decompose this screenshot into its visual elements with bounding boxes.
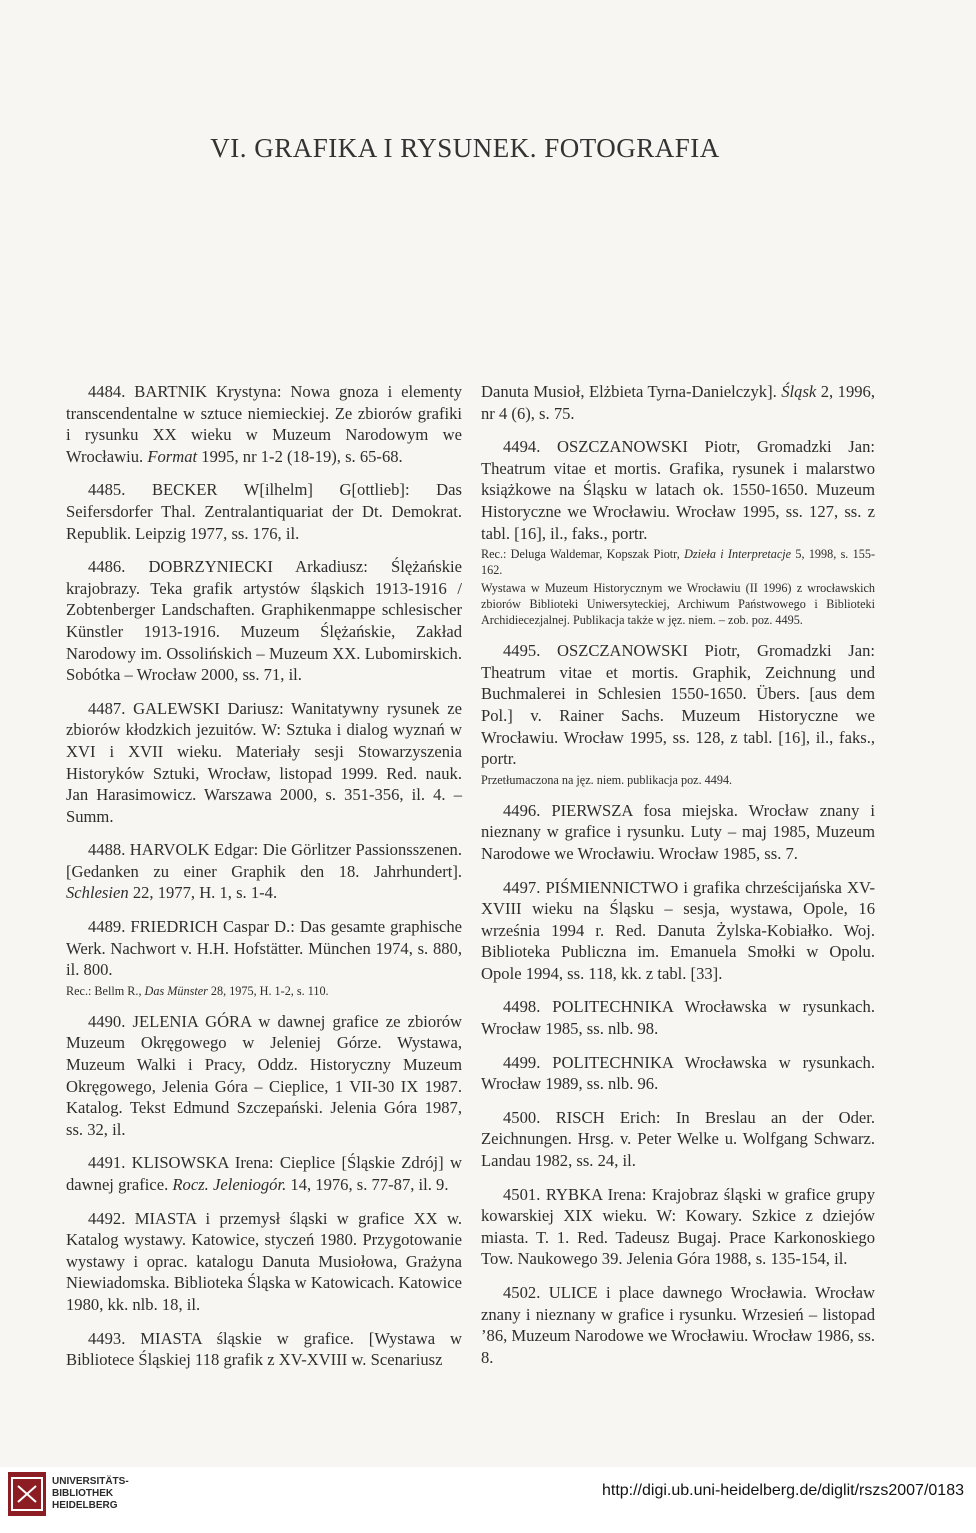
- entry-text: 1995, nr 1-2 (18-19), s. 65-68.: [197, 446, 403, 466]
- bibliography-entry: [66, 1152, 462, 1195]
- entry-journal-title: Das Münster: [144, 983, 208, 998]
- bibliography-entry: [481, 436, 875, 544]
- entry-journal-title: Dzieła i Interpretacje: [684, 547, 792, 562]
- entry-journal-title: Śląsk: [781, 382, 817, 401]
- bibliography-entry: [481, 381, 875, 424]
- entry-text: 4489. FRIEDRICH Caspar D.: Das gesamte graphische Werk. Nachwort v. H.H. Hofstätter. München 1974, s. 880, il. 800.: [66, 917, 462, 980]
- entry-text: 5, 1998, s. 155-162.: [481, 547, 875, 578]
- bibliography-entry: [481, 996, 875, 1039]
- bibliography-note: [66, 983, 462, 999]
- bibliography-entry: [481, 877, 875, 985]
- bibliography-entry: [481, 800, 875, 865]
- library-logo-icon: [8, 1472, 46, 1516]
- entry-text: 4500. RISCH Erich: In Breslau an der Oder. Zeichnungen. Hrsg. v. Peter Welke u. Wolfgang Schwarz. Landau 1982, ss. 24, il.: [481, 1107, 875, 1171]
- entry-text: Rec.: Bellm R.,: [66, 983, 145, 998]
- bibliography-entry: [481, 1107, 875, 1172]
- entry-text: Danuta Musioł, Elżbieta Tyrna-Danielczyk].: [481, 382, 782, 401]
- bibliography-entry: [66, 1011, 462, 1141]
- entry-text: Rec.: Deluga Waldemar, Kopszak Piotr,: [481, 547, 685, 562]
- entry-text: 4495. OSZCZANOWSKI Piotr, Gromadzki Jan: Theatrum vitae et mortis. Graphik, Zeichnung und Buchmalerei in Schlesien 1550-1650. Übers. [aus dem Pol.] v. Rainer Sachs. Muzeum Historyczne we Wrocławiu. Wrocław 1995, ss. 128, z tabl. [16], il., faks., portr.: [481, 641, 875, 769]
- entry-text: 4486. DOBRZYNIECKI Arkadiusz: Ślężańskie krajobrazy. Teka grafik artystów śląskich 1913-1916 / Zobtenberger Landschaften. Graphikenmappe schlesischer Künstler 1913-1916. Muzeum Ślężańskie, Zakład Narodowy im. Ossolińskich – Muzeum XX. Lubomirskich. Sobótka – Wrocław 2000, ss. 71, il.: [66, 557, 462, 685]
- library-name-line: BIBLIOTHEK: [52, 1488, 114, 1499]
- bibliography-entry: [66, 1328, 462, 1371]
- right-column: [481, 381, 875, 1380]
- entry-text: 4492. MIASTA i przemysł śląski w grafice XX w. Katalog wystawy. Katowice, styczeń 1980. Przygotowanie wystawy i oprac. katalogu Danuta Musiołowa, Grażyna Niewiadomska. Biblioteka Śląska w Katowicach. Katowice 1980, kk. nlb. 18, il.: [66, 1208, 462, 1314]
- entry-text: 4502. ULICE i place dawnego Wrocławia. Wrocław znany i nieznany w grafice i rysunku. Wrzesień – listopad ’86, Muzeum Narodowe we Wrocławiu. Wrocław 1986, ss. 8.: [481, 1283, 875, 1367]
- library-name-line: UNIVERSITÄTS-: [52, 1476, 129, 1487]
- entry-text: 4494. OSZCZANOWSKI Piotr, Gromadzki Jan: Theatrum vitae et mortis. Grafika, rysunek i malarstwo książkowe na Śląsku w latach ok. 1550-1650. Muzeum Historyczne we Wrocławiu. Wrocław 1995, ss. 127, ss. z tabl. [16], il., faks., portr.: [481, 437, 875, 543]
- bibliography-entry: [481, 1282, 875, 1368]
- bibliography-entry: [481, 640, 875, 770]
- left-column: [66, 381, 462, 1383]
- entry-text: 22, 1977, H. 1, s. 1-4.: [128, 883, 278, 903]
- entry-text: 4484. BARTNIK Krystyna: Nowa gnoza i elementy transcendentalne w sztuce niemieckiej. Ze zbiorów grafiki i rysunku XX wieku w Muzeum Narodowym we Wrocławiu.: [66, 382, 462, 466]
- bibliography-entry: [66, 556, 462, 686]
- bibliography-entry: [66, 916, 462, 981]
- bibliography-note: [481, 580, 875, 628]
- entry-text: 14, 1976, s. 77-87, il. 9.: [286, 1175, 449, 1194]
- entry-text: 4491. KLISOWSKA Irena: Cieplice [Śląskie Zdrój] w dawnej grafice.: [66, 1153, 462, 1194]
- entry-journal-title: Format: [147, 446, 198, 466]
- entry-text: 4485. BECKER W[ilhelm] G[ottlieb]: Das Seifersdorfer Thal. Zentralantiquariat der Dt. Demokrat. Republik. Leipzig 1977, ss. 176, il.: [66, 480, 462, 543]
- entry-text: 4487. GALEWSKI Dariusz: Wanitatywny rysunek ze zbiorów kłodzkich jezuitów. W: Sztuka i dialog wyznań w XVI i XVII wieku. Materiały sesji Stowarzyszenia Historyków Sztuki, Wrocław, listopad 1999. Red. nauk. Jan Harasimowicz. Warszawa 2000, s. 351-356, il. 4. – Summ.: [66, 698, 462, 826]
- footer-bar: [0, 1467, 976, 1533]
- entry-text: 4493. MIASTA śląskie w grafice. [Wystawa w Bibliotece Śląskiej 118 grafik z XV-XVIII w. Scenariusz: [66, 1328, 462, 1370]
- entry-journal-title: Rocz. Jeleniogór.: [172, 1175, 287, 1194]
- entry-text: 4497. PIŚMIENNICTWO i grafika chrześcijańska XV-XVIII wieku na Śląsku – sesja, wystawa, Opole, 16 września 1994 r. Red. Danuta Żylska-Kobiałko. Woj. Biblioteka Publiczna im. Emanuela Smołki w Opolu. Opole 1994, ss. 118, kk. z tabl. [33].: [481, 877, 875, 983]
- source-url-link[interactable]: http://digi.ub.uni-heidelberg.de/diglit/rszs2007/0183: [601, 1482, 964, 1499]
- entry-text: 28, 1975, H. 1-2, s. 110.: [207, 983, 329, 998]
- bibliography-note: [481, 546, 875, 578]
- entry-text: 4490. JELENIA GÓRA w dawnej grafice ze zbiorów Muzeum Okręgowego w Jeleniej Górze. Wystawa, Muzeum Walki i Pracy, Oddz. Historyczny Muzeum Okręgowego, Jelenia Góra – Cieplice, 1 VII-30 IX 1987. Katalog. Tekst Edmund Szczepański. Jelenia Góra 1987, ss. 32, il.: [66, 1011, 462, 1139]
- entry-text: 4496. PIERWSZA fosa miejska. Wrocław znany i nieznany w grafice i rysunku. Luty – maj 1985, Muzeum Narodowe we Wrocławiu. Wrocław 1985, ss. 7.: [481, 800, 875, 863]
- entry-text: Wystawa w Muzeum Historycznym we Wrocławiu (II 1996) z wrocławskich zbiorów Biblioteki Uniwersyteckiej, Archiwum Państwowego i Biblioteki Archidiecezjalnej. Publikacja także w jęz. niem. – zob. poz. 4495.: [481, 581, 875, 628]
- entry-journal-title: Schlesien: [66, 883, 129, 903]
- bibliography-note: [481, 772, 875, 788]
- bibliography-entry: [66, 839, 462, 904]
- library-name: [52, 1476, 129, 1512]
- entry-text: 4499. POLITECHNIKA Wrocławska w rysunkach. Wrocław 1989, ss. nlb. 96.: [481, 1052, 875, 1094]
- entry-text: 4498. POLITECHNIKA Wrocławska w rysunkach. Wrocław 1985, ss. nlb. 98.: [481, 997, 875, 1039]
- bibliography-entry: [481, 1184, 875, 1270]
- page-title: VI. GRAFIKA I RYSUNEK. FOTOGRAFIA: [210, 133, 720, 163]
- bibliography-entry: [66, 381, 462, 467]
- bibliography-entry: [66, 698, 462, 828]
- bibliography-entry: [66, 1208, 462, 1316]
- entry-text: 4501. RYBKA Irena: Krajobraz śląski w grafice grupy kowarskiej XIX wieku. W: Kowary. Szkice z dziejów miasta. T. 1. Red. Tadeusz Bugaj. Prace Karkonoskiego Tow. Naukowego 39. Jelenia Góra 1988, s. 135-154, il.: [481, 1184, 875, 1269]
- entry-text: Przetłumaczona na jęz. niem. publikacja poz. 4494.: [481, 772, 733, 787]
- entry-text: 4488. HARVOLK Edgar: Die Görlitzer Passionsszenen. [Gedanken zu einer Graphik den 18. Jahrhundert].: [66, 840, 462, 881]
- library-name-line: HEIDELBERG: [52, 1500, 118, 1511]
- entry-text: 2, 1996, nr 4 (6), s. 75.: [481, 382, 875, 423]
- bibliography-entry: [66, 479, 462, 544]
- bibliography-entry: [481, 1052, 875, 1095]
